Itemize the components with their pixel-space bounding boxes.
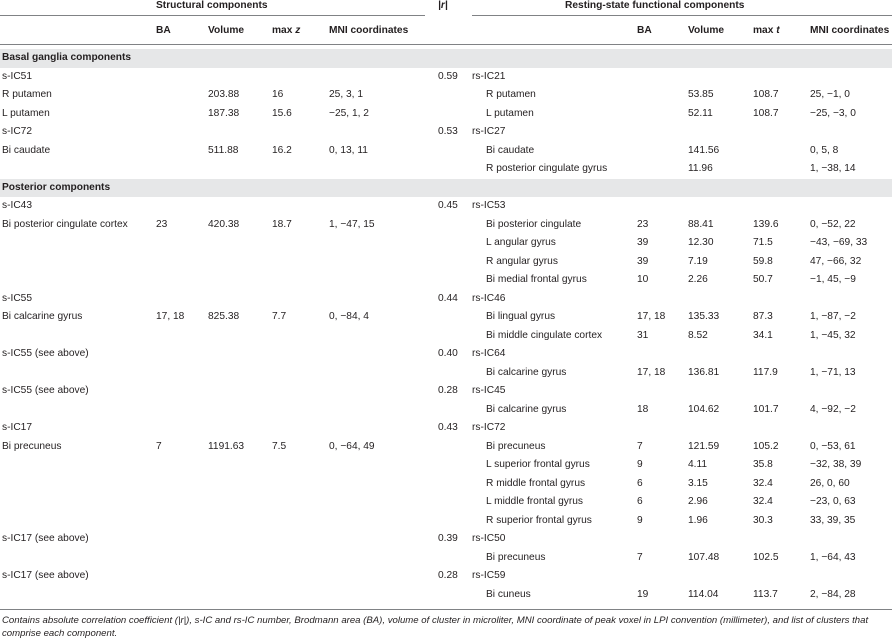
- header-maxz: [272, 25, 300, 36]
- header-volume-structural: Volume: [208, 25, 245, 36]
- table-cell: 33, 39, 35: [810, 514, 856, 526]
- table-cell: L superior frontal gyrus: [486, 459, 590, 470]
- header-mni-resting: MNI coordinates: [810, 25, 890, 36]
- table-cell: 102.5: [753, 551, 779, 563]
- table-cell: 31: [637, 329, 649, 341]
- table-cell: 135.33: [688, 311, 720, 322]
- table-row: [0, 290, 892, 309]
- table-cell: 7.7: [272, 311, 287, 322]
- table-row: [0, 401, 892, 420]
- table-cell: 0.45: [438, 200, 458, 211]
- table-cell: rs-IC21: [472, 70, 506, 82]
- table-cell: 511.88: [208, 144, 239, 156]
- table-cell: 4, −92, −2: [810, 403, 856, 415]
- table-cell: 26, 0, 60: [810, 477, 850, 489]
- table-cell: 4.11: [688, 459, 708, 470]
- header-rule-resting: [472, 15, 892, 16]
- table-row: [0, 216, 892, 235]
- table-cell: 7.19: [688, 255, 708, 267]
- table-row: [0, 419, 892, 438]
- table-cell: 113.7: [753, 588, 778, 600]
- header-maxz-text: max z: [272, 25, 301, 36]
- table-row: [0, 253, 892, 272]
- table-cell: 0.44: [438, 292, 458, 304]
- table-cell: 0, 5, 8: [810, 144, 839, 156]
- table-cell: 2, −84, 28: [810, 588, 856, 600]
- section-header: [0, 49, 892, 68]
- table-cell: 17, 18: [637, 311, 666, 322]
- table-footnote: Contains absolute correlation coefficient (|r|), s-IC and rs-IC number, Brodmann area (BA), volume of cluster in microliter, MNI coordinate of peak voxel in LPI convention (millimeter), and list of clusters that comprise each component.: [2, 615, 869, 639]
- table-cell: 25, 3, 1: [329, 89, 363, 100]
- table-cell: Bi precuneus: [2, 440, 62, 452]
- table-cell: rs-IC45: [472, 385, 506, 396]
- table-cell: L angular gyrus: [486, 237, 556, 248]
- table-cell: 12.30: [688, 237, 714, 248]
- table-cell: Bi precuneus: [486, 440, 546, 452]
- table-cell: −43, −69, 33: [810, 237, 868, 248]
- table-cell: 0, −64, 49: [329, 440, 375, 452]
- table-cell: 0.40: [438, 348, 458, 359]
- table-row: [0, 327, 892, 346]
- table-cell: 0.43: [438, 422, 458, 433]
- table-row: [0, 105, 892, 124]
- table-cell: 19: [637, 588, 649, 600]
- table-row: [0, 493, 892, 512]
- table-cell: 34.1: [753, 329, 773, 341]
- table-cell: 0, −53, 61: [810, 440, 856, 452]
- table-cell: Bi middle cingulate cortex: [486, 329, 603, 341]
- table-cell: 1, −45, 32: [810, 329, 856, 341]
- table-row: [0, 364, 892, 383]
- table-cell: 9: [637, 514, 643, 526]
- table-cell: 39: [637, 255, 649, 267]
- table-cell: 7: [156, 440, 162, 452]
- table-cell: 88.41: [688, 218, 714, 230]
- table-cell: Bi calcarine gyrus: [486, 403, 567, 415]
- table-cell: s-IC72: [2, 126, 33, 137]
- table-cell: Bi calcarine gyrus: [2, 311, 83, 322]
- table-cell: 2.96: [688, 496, 708, 507]
- table-cell: 0, −52, 22: [810, 218, 856, 230]
- table-bottom-rule: [0, 609, 892, 610]
- table-cell: R angular gyrus: [486, 255, 558, 267]
- table-cell: s-IC17: [2, 422, 33, 433]
- header-ba-resting: BA: [637, 25, 652, 36]
- table-cell: 8.52: [688, 329, 708, 341]
- table-cell: 1191.63: [208, 440, 245, 452]
- table-cell: 0, −84, 4: [329, 311, 369, 322]
- table-cell: 139.6: [753, 218, 779, 230]
- table-cell: s-IC17 (see above): [2, 570, 89, 581]
- table-cell: 203.88: [208, 89, 240, 100]
- table-cell: 117.9: [753, 366, 778, 378]
- table-cell: Bi lingual gyrus: [486, 311, 556, 322]
- table-cell: 108.7: [753, 89, 779, 100]
- table-cell: s-IC17 (see above): [2, 533, 89, 544]
- table-cell: R middle frontal gyrus: [486, 477, 586, 489]
- table-row: [0, 512, 892, 531]
- table-row: [0, 382, 892, 401]
- table-cell: 121.59: [688, 440, 720, 452]
- table-cell: 187.38: [208, 107, 240, 119]
- table-cell: −32, 38, 39: [810, 459, 862, 470]
- table-cell: 23: [637, 218, 649, 230]
- table-cell: 104.62: [688, 403, 720, 415]
- table-cell: 39: [637, 237, 649, 248]
- table-cell: 141.56: [688, 144, 720, 156]
- table-cell: 53.85: [688, 89, 714, 100]
- table-cell: s-IC55: [2, 292, 33, 304]
- table-cell: Bi calcarine gyrus: [486, 366, 567, 378]
- header-rule-structural: [0, 15, 425, 16]
- table-cell: 0.59: [438, 70, 458, 82]
- table-cell: R superior frontal gyrus: [486, 514, 592, 526]
- table-cell: 0.39: [438, 533, 458, 544]
- table-cell: rs-IC46: [472, 292, 506, 304]
- table-cell: Bi precuneus: [486, 551, 546, 563]
- table-cell: 32.4: [753, 477, 773, 489]
- header-maxz-variable: z: [295, 25, 301, 36]
- section-title: Posterior components: [2, 181, 111, 193]
- table-cell: 101.7: [753, 403, 779, 415]
- table-cell: L putamen: [2, 107, 50, 119]
- header-structural: Structural components: [156, 0, 268, 11]
- header-bottom-rule: [0, 44, 892, 45]
- header-mni-structural: MNI coordinates: [329, 25, 409, 36]
- table-cell: 420.38: [208, 218, 240, 230]
- table-cell: s-IC55 (see above): [2, 385, 89, 396]
- table-cell: rs-IC27: [472, 126, 506, 137]
- table-row: [0, 456, 892, 475]
- table-cell: 87.3: [753, 311, 773, 322]
- table-cell: 16.2: [272, 144, 292, 156]
- table-cell: 47, −66, 32: [810, 255, 862, 267]
- section-title: Basal ganglia components: [2, 52, 132, 63]
- table-cell: s-IC55 (see above): [2, 348, 89, 359]
- table-cell: Bi medial frontal gyrus: [486, 274, 587, 285]
- table-cell: 50.7: [753, 274, 773, 285]
- table-cell: rs-IC53: [472, 200, 506, 211]
- table-cell: 52.11: [688, 107, 713, 119]
- header-maxt: max t: [753, 25, 780, 36]
- table-cell: 107.48: [688, 551, 720, 563]
- table-cell: 30.3: [753, 514, 773, 526]
- table-row: [0, 567, 892, 586]
- table-cell: 7: [637, 551, 643, 563]
- table-cell: L putamen: [486, 107, 534, 119]
- table-cell: 1, −64, 43: [810, 551, 856, 563]
- table-cell: 10: [637, 274, 649, 285]
- table-cell: −1, 45, −9: [810, 274, 856, 285]
- table-cell: rs-IC64: [472, 348, 506, 359]
- table-cell: 25, −1, 0: [810, 89, 850, 100]
- table-cell: 23: [156, 218, 168, 230]
- table-row: [0, 438, 892, 457]
- header-maxt-variable: t: [776, 25, 780, 36]
- table-cell: 0.53: [438, 126, 458, 137]
- header-resting: Resting-state functional components: [565, 0, 745, 11]
- table-cell: Bi posterior cingulate cortex: [2, 218, 128, 230]
- table-row: [0, 586, 892, 605]
- table-cell: s-IC43: [2, 200, 33, 211]
- table-row: [0, 123, 892, 142]
- table-cell: 2.26: [688, 274, 708, 285]
- table-row: [0, 160, 892, 179]
- table-cell: rs-IC59: [472, 570, 506, 581]
- table-cell: Bi cuneus: [486, 588, 531, 600]
- table-cell: −23, 0, 63: [810, 496, 856, 507]
- section-header: [0, 179, 892, 198]
- table-cell: 0.28: [438, 385, 458, 396]
- table-cell: R posterior cingulate gyrus: [486, 163, 608, 174]
- table-cell: rs-IC72: [472, 422, 506, 433]
- table-cell: 18: [637, 403, 649, 415]
- table-cell: 9: [637, 459, 643, 470]
- table-row: [0, 68, 892, 87]
- table-cell: 7: [637, 440, 643, 452]
- table-row: [0, 308, 892, 327]
- table-cell: 1, −87, −2: [810, 311, 856, 322]
- table-row: [0, 142, 892, 161]
- table-cell: 136.81: [688, 366, 720, 378]
- table-cell: R putamen: [2, 89, 52, 100]
- table-cell: 15.6: [272, 107, 292, 119]
- table-row: [0, 271, 892, 290]
- table-cell: 0.28: [438, 570, 458, 581]
- table-cell: 17, 18: [637, 366, 666, 378]
- table-row: [0, 234, 892, 253]
- table-cell: rs-IC50: [472, 533, 506, 544]
- header-volume-resting: Volume: [688, 25, 725, 36]
- table-cell: 18.7: [272, 218, 292, 230]
- table-cell: 105.2: [753, 440, 779, 452]
- table-cell: −25, 1, 2: [329, 107, 369, 119]
- table-cell: −25, −3, 0: [810, 107, 856, 119]
- table-cell: 3.15: [688, 477, 708, 489]
- table-row: [0, 475, 892, 494]
- table-cell: 1, −47, 15: [329, 218, 375, 230]
- table-cell: 32.4: [753, 496, 773, 507]
- header-r: |r|: [438, 0, 448, 11]
- table-cell: 1, −71, 13: [810, 366, 856, 378]
- table-cell: L middle frontal gyrus: [486, 496, 584, 507]
- table-cell: 16: [272, 89, 284, 100]
- table-cell: 1.96: [688, 514, 708, 526]
- table-cell: 35.8: [753, 459, 773, 470]
- table-row: [0, 86, 892, 105]
- table-row: [0, 197, 892, 216]
- table-cell: 6: [637, 496, 643, 507]
- table-cell: 114.04: [688, 588, 719, 600]
- table-cell: 825.38: [208, 311, 240, 322]
- table-cell: 6: [637, 477, 643, 489]
- table-cell: 59.8: [753, 255, 773, 267]
- table-cell: Bi posterior cingulate: [486, 218, 582, 230]
- table-cell: 0, 13, 11: [329, 144, 368, 156]
- table-cell: 17, 18: [156, 311, 185, 322]
- table-cell: 11.96: [688, 163, 713, 174]
- table-row: [0, 345, 892, 364]
- header-ba-structural: BA: [156, 25, 171, 36]
- table-cell: 7.5: [272, 440, 287, 452]
- table-cell: R putamen: [486, 89, 536, 100]
- table-cell: 71.5: [753, 237, 773, 248]
- table-row: [0, 530, 892, 549]
- table-cell: Bi caudate: [2, 144, 51, 156]
- table-cell: 108.7: [753, 107, 779, 119]
- table-cell: Bi caudate: [486, 144, 535, 156]
- table-cell: s-IC51: [2, 70, 33, 82]
- table-cell: 1, −38, 14: [810, 163, 856, 174]
- table-row: [0, 549, 892, 568]
